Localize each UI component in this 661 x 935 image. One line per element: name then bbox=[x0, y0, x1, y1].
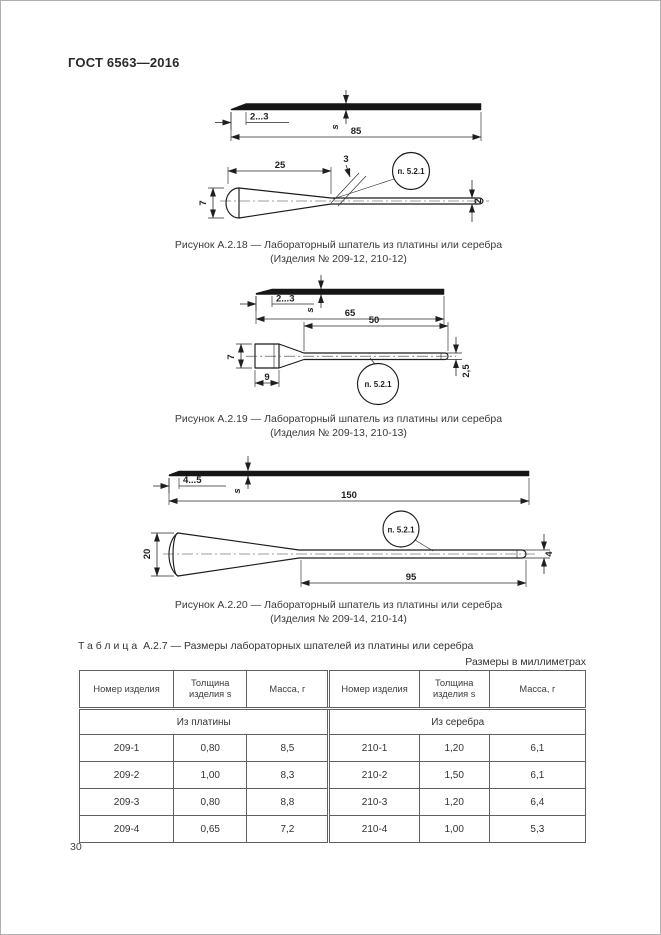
fig2-side-view bbox=[226, 315, 472, 405]
figure-a218-drawing bbox=[196, 81, 501, 236]
fig1-callout-note: п. 5.2.1 bbox=[397, 167, 425, 176]
fig1-top-view bbox=[215, 90, 481, 141]
col-header: Номер изделия bbox=[329, 671, 419, 709]
fig3-side-view bbox=[142, 511, 555, 587]
cell: 1,50 bbox=[419, 762, 489, 789]
fig3-dim-tip: 4 bbox=[544, 551, 555, 557]
table-title bbox=[78, 640, 473, 652]
cell: 1,00 bbox=[174, 762, 247, 789]
fig3-dim-handle-len: 95 bbox=[405, 572, 417, 583]
caption-line: (Изделия № 209-12, 210-12) bbox=[270, 253, 407, 265]
cell: 209-1 bbox=[80, 735, 174, 762]
caption-line: Рисунок А.2.18 — Лабораторный шпатель из платины или серебра bbox=[174, 239, 503, 251]
group-silver: Из серебра bbox=[329, 709, 586, 735]
fig3-callout-note: п. 5.2.1 bbox=[387, 525, 415, 535]
figure-a219-caption bbox=[31, 412, 646, 440]
cell: 6,1 bbox=[489, 762, 585, 789]
cell: 0,80 bbox=[174, 789, 247, 816]
cell: 209-3 bbox=[80, 789, 174, 816]
table-a27 bbox=[79, 670, 586, 843]
caption-line: (Изделия № 209-13, 210-13) bbox=[270, 427, 407, 439]
fig3-top-view bbox=[153, 456, 529, 505]
table-group-row bbox=[80, 709, 586, 735]
cell: 6,1 bbox=[489, 735, 585, 762]
fig3-dim-length: 150 bbox=[341, 490, 357, 501]
table-title-label: Таблица bbox=[78, 640, 141, 652]
page-number: 30 bbox=[70, 841, 82, 853]
fig2-dim-blade-len: 9 bbox=[264, 372, 270, 383]
cell: 0,80 bbox=[174, 735, 247, 762]
fig2-dim-width: 7 bbox=[226, 354, 237, 360]
fig3-callout-leader bbox=[415, 540, 433, 551]
fig1-dim-chamfer: 3 bbox=[343, 154, 349, 165]
fig2-dim-length: 65 bbox=[344, 308, 356, 319]
figure-a220-drawing bbox=[141, 449, 561, 597]
cell: 6,4 bbox=[489, 789, 585, 816]
cell: 209-2 bbox=[80, 762, 174, 789]
fig2-dim-handle-len: 50 bbox=[368, 315, 380, 326]
cell: 210-1 bbox=[329, 735, 419, 762]
units-note: Размеры в миллиметрах bbox=[465, 656, 586, 668]
cell: 8,5 bbox=[247, 735, 329, 762]
fig2-callout-note: п. 5.2.1 bbox=[364, 380, 392, 389]
fig1-dim-length: 85 bbox=[350, 126, 362, 137]
caption-line: Рисунок А.2.20 — Лабораторный шпатель из платины или серебра bbox=[174, 599, 503, 611]
fig3-dim-width: 20 bbox=[142, 548, 153, 560]
fig2-dim-thickness: s bbox=[305, 307, 316, 313]
cell: 1,20 bbox=[419, 735, 489, 762]
figure-a220-caption bbox=[31, 598, 646, 626]
table-row bbox=[80, 735, 586, 762]
col-header: Масса, г bbox=[247, 671, 329, 709]
fig1-dim-tip: 2 bbox=[473, 198, 484, 204]
fig1-dim-width: 7 bbox=[198, 200, 209, 206]
cell: 7,2 bbox=[247, 816, 329, 843]
col-header: Толщина изделия s bbox=[419, 671, 489, 709]
col-header: Масса, г bbox=[489, 671, 585, 709]
fig3-dim-thickness: s bbox=[232, 488, 243, 494]
fig1-callout-leader bbox=[333, 179, 394, 199]
fig2-dim-edge: 2...3 bbox=[276, 293, 295, 305]
fig1-top-blade-bar bbox=[231, 104, 481, 111]
figure-a219-drawing bbox=[226, 271, 491, 411]
table-title-rest: А.2.7 — Размеры лабораторных шпателей из платины или серебра bbox=[143, 640, 474, 652]
table-row bbox=[80, 762, 586, 789]
group-platinum: Из платины bbox=[80, 709, 329, 735]
col-header: Толщина изделия s bbox=[174, 671, 247, 709]
cell: 1,20 bbox=[419, 789, 489, 816]
fig1-dim-edge: 2...3 bbox=[250, 111, 269, 123]
cell: 8,8 bbox=[247, 789, 329, 816]
cell: 209-4 bbox=[80, 816, 174, 843]
cell: 5,3 bbox=[489, 816, 585, 843]
document-title: ГОСТ 6563—2016 bbox=[68, 55, 180, 70]
cell: 8,3 bbox=[247, 762, 329, 789]
cell: 210-4 bbox=[329, 816, 419, 843]
fig2-callout-leader bbox=[370, 358, 375, 364]
table-header-row bbox=[80, 671, 586, 709]
table-row bbox=[80, 789, 586, 816]
caption-line: (Изделия № 209-14, 210-14) bbox=[270, 613, 407, 625]
figure-a218-caption bbox=[31, 238, 646, 266]
fig3-dim-edge: 4...5 bbox=[183, 475, 202, 486]
cell: 210-2 bbox=[329, 762, 419, 789]
fig1-side-view bbox=[198, 153, 489, 223]
fig3-top-blade-bar bbox=[169, 471, 529, 476]
fig1-dim-thickness: s bbox=[330, 124, 341, 130]
table-row bbox=[80, 816, 586, 843]
fig1-blade-outline bbox=[226, 188, 239, 218]
cell: 210-3 bbox=[329, 789, 419, 816]
col-header: Номер изделия bbox=[80, 671, 174, 709]
cell: 1,00 bbox=[419, 816, 489, 843]
fig2-top-view bbox=[240, 275, 444, 324]
cell: 0,65 bbox=[174, 816, 247, 843]
fig1-dim-blade-len: 25 bbox=[274, 160, 286, 171]
caption-line: Рисунок А.2.19 — Лабораторный шпатель из платины или серебра bbox=[174, 413, 503, 425]
fig2-dim-tip: 2,5 bbox=[461, 364, 472, 378]
